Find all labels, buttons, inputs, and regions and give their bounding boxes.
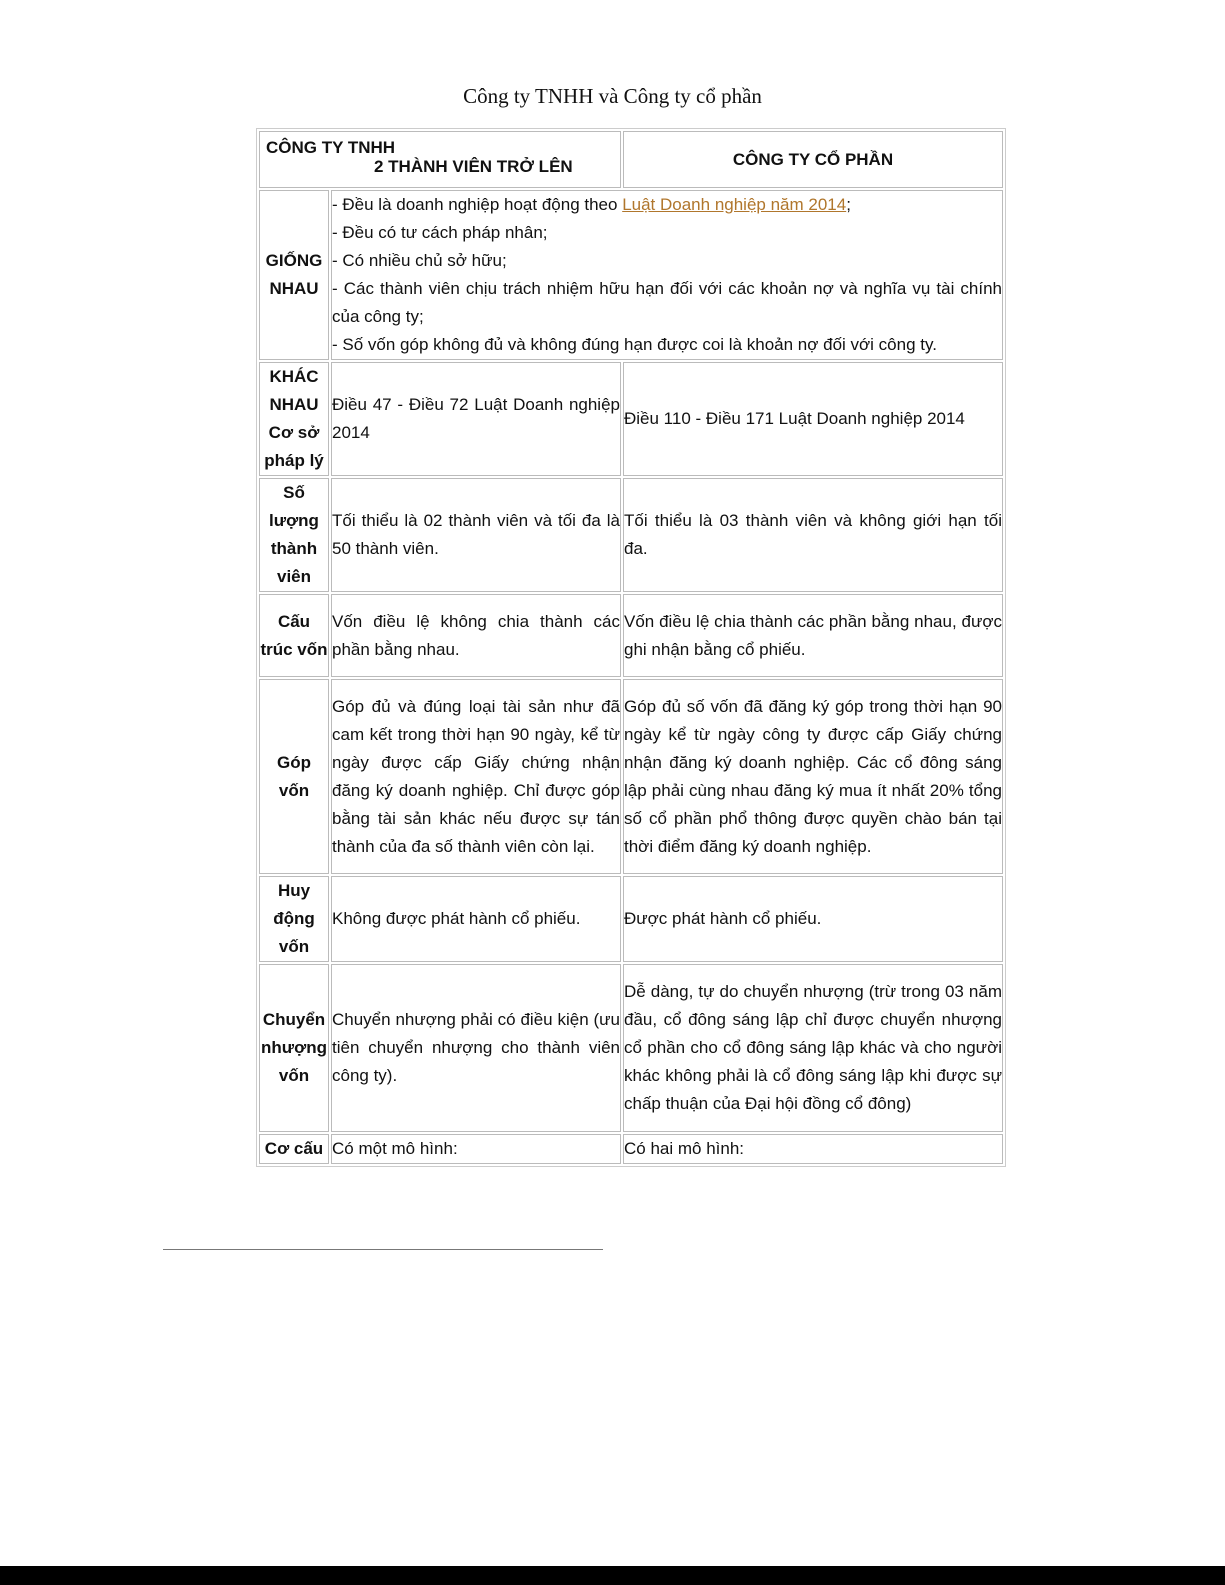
cp-cell: Tối thiểu là 03 thành viên và không giới hạn tối đa. (623, 478, 1003, 592)
row-label: Góp vốn (259, 679, 329, 874)
table-row (259, 594, 1003, 677)
document-title: Công ty TNHH và Công ty cổ phần (463, 84, 762, 108)
row-label: KHÁC NHAU Cơ sở pháp lý (259, 362, 329, 476)
tnhh-cell: Có một mô hình: (331, 1134, 621, 1164)
bottom-bar (0, 1566, 1225, 1585)
tnhh-cell: Điều 47 - Điều 72 Luật Doanh nghiệp 2014 (331, 362, 621, 476)
cp-cell: Được phát hành cổ phiếu. (623, 876, 1003, 962)
tnhh-cell: Vốn điều lệ không chia thành các phần bằng nhau. (331, 594, 621, 677)
text: - Các thành viên chịu trách nhiệm hữu hạn đối với các khoản nợ và nghĩa vụ tài chính của công ty; (332, 279, 1002, 326)
comparison-table (256, 128, 1006, 1167)
text: - Đều có tư cách pháp nhân; (332, 223, 548, 242)
row-label: Cấu trúc vốn (259, 594, 329, 677)
text: - Có nhiều chủ sở hữu; (332, 251, 507, 270)
table-row (259, 362, 1003, 476)
row-label: Huy động vốn (259, 876, 329, 962)
header-tnhh-line2: 2 THÀNH VIÊN TRỞ LÊN (374, 157, 573, 176)
similar-content (331, 190, 1003, 360)
cp-cell: Góp đủ số vốn đã đăng ký góp trong thời hạn 90 ngày kể từ ngày công ty được cấp Giấy chứng nhận đăng ký doanh nghiệp. Các cổ đông sáng lập phải cùng nhau đăng ký mua ít nhất 20% tổng số cổ phần phổ thông được quyền chào bán tại thời điểm đăng ký doanh nghiệp. (623, 679, 1003, 874)
header-tnhh (259, 131, 621, 188)
tnhh-cell: Góp đủ và đúng loại tài sản như đã cam kết trong thời hạn 90 ngày, kể từ ngày được cấp Giấy chứng nhận đăng ký doanh nghiệp. Chỉ được góp bằng tài sản khác nếu được sự tán thành của đa số thành viên còn lại. (331, 679, 621, 874)
row-label: Số lượng thành viên (259, 478, 329, 592)
tnhh-cell: Không được phát hành cổ phiếu. (331, 876, 621, 962)
cp-cell: Có hai mô hình: (623, 1134, 1003, 1164)
cp-cell: Dễ dàng, tự do chuyển nhượng (trừ trong 03 năm đầu, cổ đông sáng lập chỉ được chuyển nhượng cổ phần cho cổ đông sáng lập khác và cho người khác không phải là cổ đông sáng lập khi được sự chấp thuận của Đại hội đồng cổ đông) (623, 964, 1003, 1132)
header-row (259, 131, 1003, 188)
table-row (259, 679, 1003, 874)
table-row (259, 1134, 1003, 1164)
tnhh-cell: Tối thiểu là 02 thành viên và tối đa là 50 thành viên. (331, 478, 621, 592)
table-row (259, 876, 1003, 962)
text: - Số vốn góp không đủ và không đúng hạn được coi là khoản nợ đối với công ty. (332, 335, 937, 354)
row-label: Cơ cấu (259, 1134, 329, 1164)
cp-cell: Điều 110 - Điều 171 Luật Doanh nghiệp 2014 (623, 362, 1003, 476)
cp-cell: Vốn điều lệ chia thành các phần bằng nhau, được ghi nhận bằng cổ phiếu. (623, 594, 1003, 677)
divider (163, 1249, 603, 1250)
table-row (259, 478, 1003, 592)
law-link[interactable]: Luật Doanh nghiệp năm 2014 (622, 195, 847, 214)
similar-row (259, 190, 1003, 360)
row-label: GIỐNG NHAU (259, 190, 329, 360)
text: - Đều là doanh nghiệp hoạt động theo (332, 195, 623, 214)
text: ; (846, 195, 851, 214)
table-row (259, 964, 1003, 1132)
tnhh-cell: Chuyển nhượng phải có điều kiện (ưu tiên chuyển nhượng cho thành viên công ty). (331, 964, 621, 1132)
header-tnhh-line1: CÔNG TY TNHH (266, 138, 396, 157)
header-cp: CÔNG TY CỔ PHẦN (623, 131, 1003, 188)
row-label: Chuyển nhượng vốn (259, 964, 329, 1132)
